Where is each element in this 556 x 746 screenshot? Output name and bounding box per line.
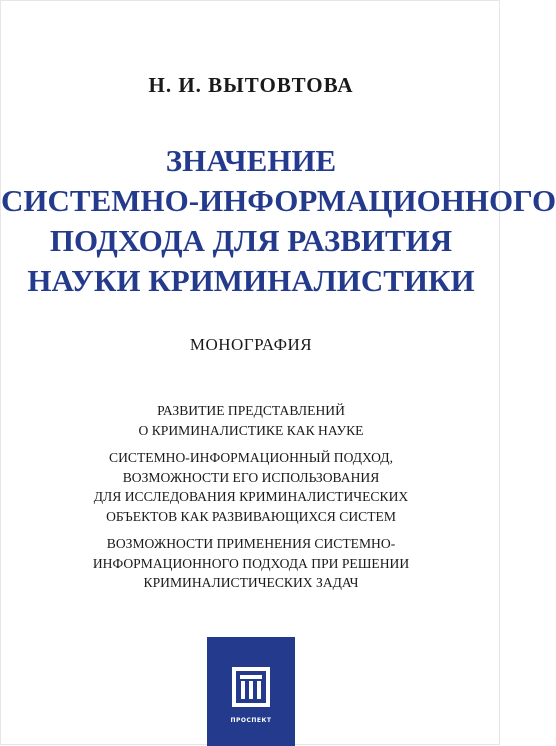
topic-line: РАЗВИТИЕ ПРЕДСТАВЛЕНИЙ bbox=[157, 403, 345, 418]
topic-line: КРИМИНАЛИСТИЧЕСКИХ ЗАДАЧ bbox=[143, 575, 359, 590]
title-line: ЗНАЧЕНИЕ bbox=[165, 143, 337, 178]
topic-item bbox=[1, 534, 501, 593]
topics-list bbox=[1, 401, 501, 601]
genre-label: МОНОГРАФИЯ bbox=[189, 335, 313, 354]
topic-line: СИСТЕМНО-ИНФОРМАЦИОННЫЙ ПОДХОД, bbox=[109, 450, 393, 465]
topic-line: ВОЗМОЖНОСТИ ЕГО ИСПОЛЬЗОВАНИЯ bbox=[122, 469, 380, 485]
topic-item bbox=[1, 401, 501, 440]
title-line: НАУКИ КРИМИНАЛИСТИКИ bbox=[27, 263, 475, 298]
prospekt-building-icon bbox=[232, 667, 270, 707]
topic-line: ВОЗМОЖНОСТИ ПРИМЕНЕНИЯ СИСТЕМНО- bbox=[106, 536, 396, 551]
author-name: Н. И. ВЫТОВТОВА bbox=[148, 73, 354, 97]
title-line: СИСТЕМНО-ИНФОРМАЦИОННОГО bbox=[1, 183, 556, 218]
topic-line: О КРИМИНАЛИСТИКЕ КАК НАУКЕ bbox=[138, 422, 364, 438]
publisher-logo bbox=[207, 637, 295, 746]
topic-line: ДЛЯ ИССЛЕДОВАНИЯ КРИМИНАЛИСТИЧЕСКИХ bbox=[93, 489, 409, 504]
topic-item bbox=[1, 448, 501, 526]
title-line: ПОДХОДА ДЛЯ РАЗВИТИЯ bbox=[49, 223, 453, 258]
book-title bbox=[1, 141, 556, 301]
publisher-name: ПРОСПЕКТ bbox=[230, 717, 272, 724]
topic-line: ИНФОРМАЦИОННОГО ПОДХОДА ПРИ РЕШЕНИИ bbox=[92, 555, 410, 571]
topic-line: ОБЪЕКТОВ КАК РАЗВИВАЮЩИХСЯ СИСТЕМ bbox=[106, 508, 396, 524]
